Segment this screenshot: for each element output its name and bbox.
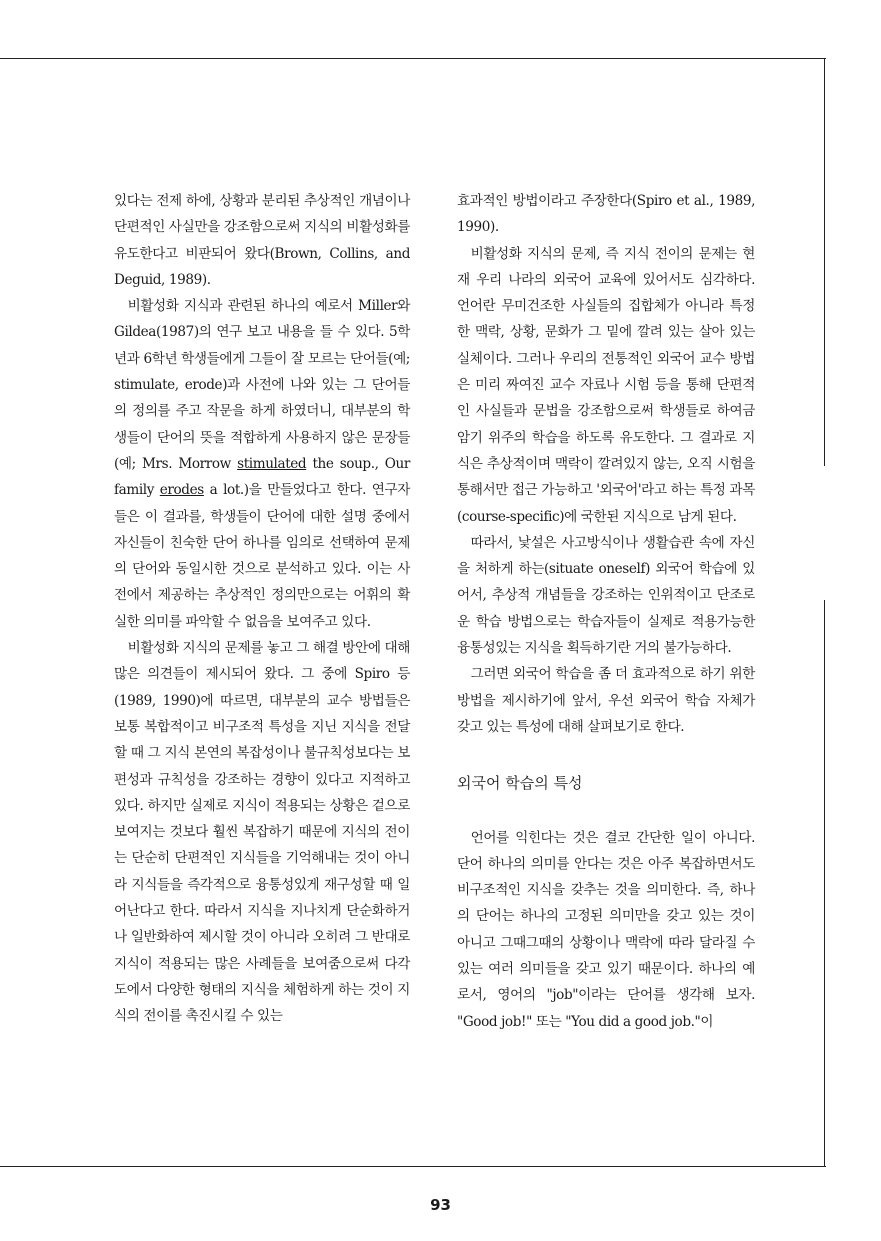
left-paragraph-3: 비활성화 지식의 문제를 놓고 그 해결 방안에 대해 많은 의견들이 제시되어 왔다. 그 중에 Spiro 등(1989, 1990)에 따르면, 대부분의 교수 방법들은 보통 복합적이고 비구조적 특성을 지닌 지식을 전달할 때 그 지식 본연의 복잡성이나 불규칙성보다는 보편성과 규칙성을 강조하는 경향이 있다고 지적하고 있다. 하지만 실제로 지식이 적용되는 상황은 겉으로 보여지는 것보다 훨씬 복잡하기 때문에 지식의 전이는 단순히 단편적인 지식들을 기억해내는 것이 아니라 지식들을 즉각적으로 융통성있게 재구성할 때 일어난다고 한다. 따라서 지식을 지나치게 단순화하거나 일반화하여 제시할 것이 아니라 오히려 그 반대로 지식이 적용되는 많은 사례들을 보여줌으로써 다각도에서 다양한 형태의 지식을 체험하게 하는 것이 지식의 전이를 촉진시킬 수 있는 — [114, 640, 410, 1025]
right-paragraph-5: 언어를 익힌다는 것은 결코 간단한 일이 아니다. 단어 하나의 의미를 안다는 것은 아주 복잡하면서도 비구조적인 지식을 갖추는 것을 의미한다. 즉, 하나의 단어는 하나의 고정된 의미만을 갖고 있는 것이 아니고 그때그때의 상황이나 맥락에 따라 달라질 수 있는 여러 의미들을 갖고 있기 때문이다. 하나의 예로서, 영어의 "job"이라는 단어를 생각해 보자. "Good job!" 또는 "You did a good job."이 — [457, 829, 755, 1030]
page-number: 93 — [430, 1196, 451, 1214]
right-paragraph-2: 비활성화 지식의 문제, 즉 지식 전이의 문제는 현재 우리 나라의 외국어 교육에 있어서도 심각하다. 언어란 무미건조한 사실들의 집합체가 아니라 특정한 맥락, 상황, 문화가 그 밑에 깔려 있는 살아 있는 실체이다. 그러나 우리의 전통적인 외국어 교수 방법은 미리 짜여진 교수 자료나 시험 등을 통해 단편적인 사실들과 문법을 강조함으로써 학생들로 하여금 암기 위주의 학습을 하도록 유도한다. 그 결과로 지식은 추상적이며 맥락이 깔려있지 않는, 오직 시험을 통해서만 접근 가능하고 '외국어'라고 하는 특정 과목(course-specific)에 국한된 지식으로 남게 된다. — [457, 245, 755, 525]
left-paragraph-2-part-b: the soup., Our family — [114, 455, 410, 499]
left-paragraph-2-part-c: a lot.)을 만들었다고 한다. 연구자들은 이 결과를, 학생들이 단어에 대한 설명 중에서 자신들이 친숙한 단어 하나를 임의로 선택하여 문제의 단어와 동일시한 것으로 분석하고 있다. 이는 사전에서 제공하는 추상적인 정의만으로는 어휘의 확실한 의미를 파악할 수 없음을 보여주고 있다. — [114, 482, 410, 630]
right-paragraph-1: 효과적인 방법이라고 주장한다(Spiro et al., 1989, 1990). — [457, 193, 755, 236]
left-paragraph-2 — [114, 293, 410, 635]
bottom-right-rule — [824, 600, 825, 1166]
bottom-rule — [0, 1166, 826, 1167]
left-column — [114, 188, 410, 1030]
top-rule — [0, 58, 826, 59]
right-column — [457, 188, 755, 1035]
left-paragraph-2-part-a: 비활성화 지식과 관련된 하나의 예로서 Miller와 Gildea(1987)의 연구 보고 내용을 들 수 있다. 5학년과 6학년 학생들에게 그들이 잘 모르는 단어들(예; stimulate, erode)과 사전에 나와 있는 그 단어들의 정의를 주고 작문을 하게 하였더니, 대부분의 학생들이 단어의 뜻을 적합하게 사용하지 않은 문장들(예; Mrs. Morrow — [114, 298, 410, 472]
underlined-word-erodes: erodes — [159, 482, 204, 499]
left-paragraph-1: 있다는 전제 하에, 상황과 분리된 추상적인 개념이나 단편적인 사실만을 강조함으로써 지식의 비활성화를 유도한다고 비판되어 왔다(Brown, Collins, and Deguid, 1989). — [114, 193, 410, 288]
right-paragraph-3: 따라서, 낯설은 사고방식이나 생활습관 속에 자신을 처하게 하는(situate oneself) 외국어 학습에 있어서, 추상적 개념들을 강조하는 인위적이고 단조로운 학습 방법으로는 학습자들이 실제로 적용가능한 융통성있는 지식을 획득하기란 거의 불가능하다. — [457, 534, 755, 657]
top-right-rule — [824, 58, 825, 466]
right-paragraph-4: 그러면 외국어 학습을 좀 더 효과적으로 하기 위한 방법을 제시하기에 앞서, 우선 외국어 학습 자체가 갖고 있는 특성에 대해 살펴보기로 한다. — [457, 666, 755, 735]
section-heading: 외국어 학습의 특성 — [457, 774, 583, 793]
underlined-word-stimulated: stimulated — [237, 455, 307, 472]
